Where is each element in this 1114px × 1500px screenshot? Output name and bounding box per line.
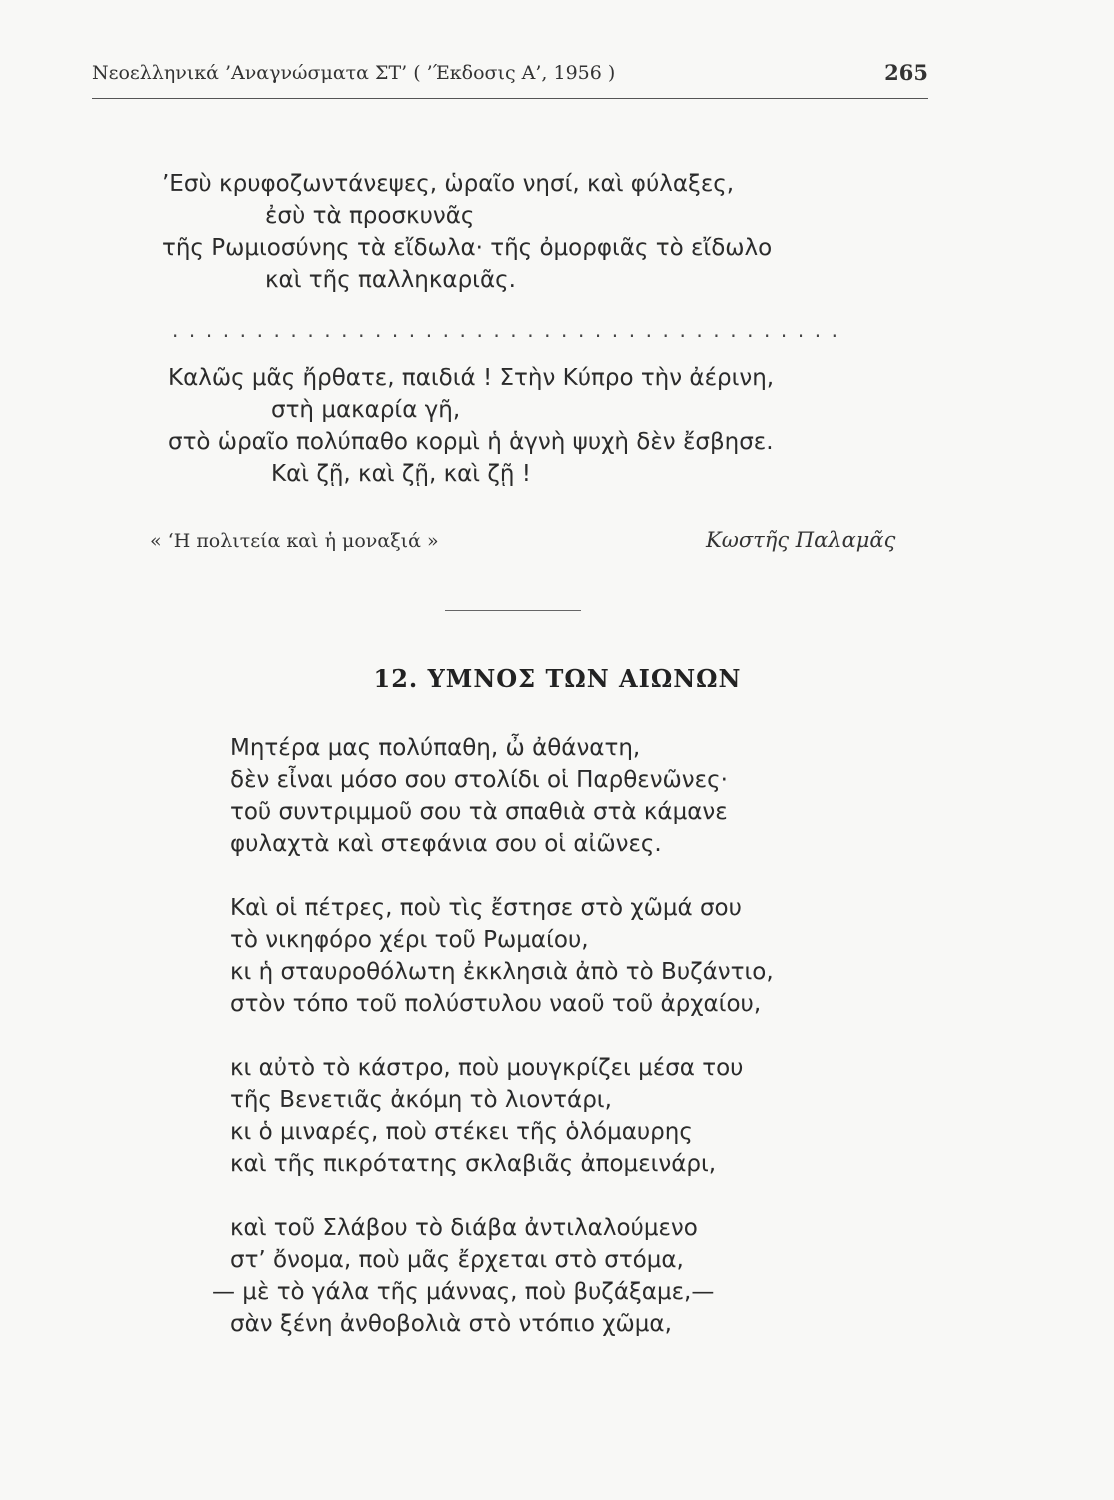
poem-author: Κωστῆς Παλαμᾶς bbox=[706, 528, 896, 552]
verse-line: — μὲ τὸ γάλα τῆς μάννας, ποὺ βυζάξαμε,— bbox=[212, 1279, 715, 1305]
section-title bbox=[0, 664, 1114, 693]
section-divider bbox=[445, 610, 581, 611]
section-title-text: 12. ΥΜΝΟΣ ΤΩΝ ΑΙΩΝΩΝ bbox=[373, 664, 742, 693]
verse-line: καὶ τῆς παλληκαριᾶς. bbox=[265, 267, 516, 293]
ellipsis-dots: . . . . . . . . . . . . . . . . . . . . . . . . . . . . . . . . . . . . . . . . bbox=[172, 318, 841, 342]
verse-line: καὶ τοῦ Σλάβου τὸ διάβα ἀντιλαλούμενο bbox=[230, 1215, 698, 1241]
running-title: Νεοελληνικά ’Αναγνώσματα ΣΤ’ ( ’Έκδοσις Α’, 1956 ) bbox=[92, 62, 616, 84]
poem1-stanza1 bbox=[162, 168, 772, 296]
verse-line: τῆς Βενετιᾶς ἀκόμη τὸ λιοντάρι, bbox=[230, 1087, 612, 1113]
page-number: 265 bbox=[884, 60, 928, 85]
poem2-stanza1 bbox=[230, 732, 728, 860]
verse-line: κι ὁ μιναρές, ποὺ στέκει τῆς ὁλόμαυρης bbox=[230, 1119, 693, 1145]
verse-line: Καλῶς μᾶς ἤρθατε, παιδιά ! Στὴν Κύπρο τὴν ἀέρινη, bbox=[168, 365, 775, 391]
poem1-stanza2 bbox=[168, 362, 774, 490]
verse-line: κι ἡ σταυροθόλωτη ἐκκλησιὰ ἀπὸ τὸ Βυζάντιο, bbox=[230, 959, 774, 985]
verse-line: καὶ τῆς πικρότατης σκλαβιᾶς ἀπομεινάρι, bbox=[230, 1151, 717, 1177]
verse-line: ’Εσὺ κρυφοζωντάνεψες, ὡραῖο νησί, καὶ φύλαξες, bbox=[162, 171, 735, 197]
poem2-stanza3 bbox=[230, 1052, 744, 1180]
verse-line: στὸν τόπο τοῦ πολύστυλου ναοῦ τοῦ ἀρχαίου, bbox=[230, 991, 762, 1017]
verse-line: τῆς Ρωμιοσύνης τὰ εἴδωλα· τῆς ὀμορφιᾶς τὸ εἴδωλο bbox=[162, 235, 773, 261]
poem-source: « ‘Η πολιτεία καὶ ἡ μοναξιά » bbox=[150, 530, 439, 552]
verse-line: ἐσὺ τὰ προσκυνᾶς bbox=[265, 203, 475, 229]
page-header bbox=[92, 58, 928, 99]
verse-line: Καὶ ζῇ, καὶ ζῇ, καὶ ζῇ ! bbox=[271, 461, 531, 487]
verse-line: τὸ νικηφόρο χέρι τοῦ Ρωμαίου, bbox=[230, 927, 589, 953]
poem2-stanza4 bbox=[212, 1212, 715, 1340]
poem2-stanza2 bbox=[230, 892, 774, 1020]
verse-line: στὸ ὡραῖο πολύπαθο κορμὶ ἡ ἁγνὴ ψυχὴ δὲν ἔσβησε. bbox=[168, 429, 774, 455]
verse-line: τοῦ συντριμμοῦ σου τὰ σπαθιὰ στὰ κάμανε bbox=[230, 799, 728, 825]
verse-line: σὰν ξένη ἀνθοβολιὰ στὸ ντόπιο χῶμα, bbox=[230, 1311, 672, 1337]
verse-line: στὴ μακαρία γῆ, bbox=[271, 397, 461, 423]
verse-line: στ’ ὄνομα, ποὺ μᾶς ἔρχεται στὸ στόμα, bbox=[230, 1247, 684, 1273]
verse-line: δὲν εἶναι μόσο σου στολίδι οἱ Παρθενῶνες· bbox=[230, 767, 728, 793]
verse-line: Μητέρα μας πολύπαθη, ὦ ἀθάνατη, bbox=[230, 735, 641, 761]
verse-line: κι αὐτὸ τὸ κάστρο, ποὺ μουγκρίζει μέσα του bbox=[230, 1055, 744, 1081]
verse-line: Καὶ οἱ πέτρες, ποὺ τὶς ἔστησε στὸ χῶμά σου bbox=[230, 895, 742, 921]
verse-line: φυλαχτὰ καὶ στεφάνια σου οἱ αἰῶνες. bbox=[230, 831, 662, 857]
